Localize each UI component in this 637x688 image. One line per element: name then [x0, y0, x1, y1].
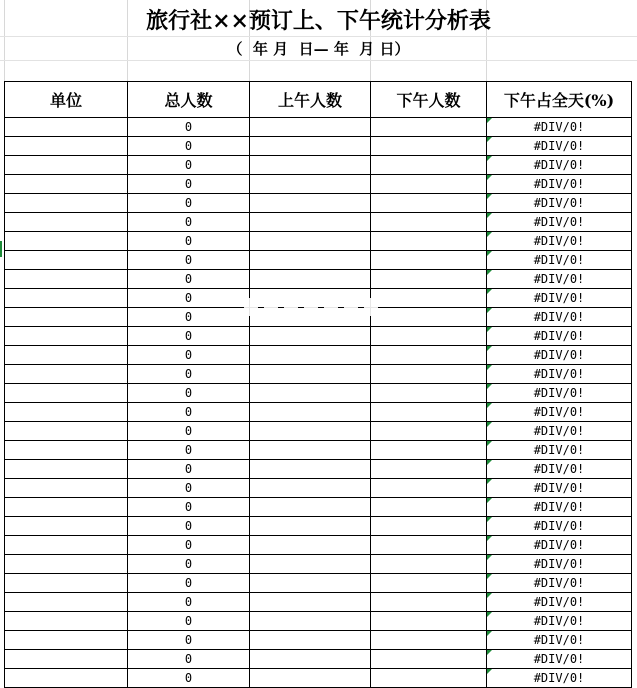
cell-unit[interactable] — [5, 593, 128, 612]
cell-afternoon-percent[interactable]: #DIV/0! — [487, 289, 632, 308]
cell-unit[interactable] — [5, 441, 128, 460]
header-row — [5, 82, 632, 118]
table-row — [5, 270, 632, 289]
cell-total[interactable]: 0 — [128, 555, 250, 574]
cell-afternoon-percent[interactable]: #DIV/0! — [487, 498, 632, 517]
cell-unit[interactable] — [5, 384, 128, 403]
cell-afternoon-percent[interactable]: #DIV/0! — [487, 669, 632, 688]
table-row — [5, 156, 632, 175]
cell-unit[interactable] — [5, 612, 128, 631]
cell-afternoon-count[interactable] — [371, 631, 487, 650]
cell-morning-count[interactable] — [250, 384, 371, 403]
cell-afternoon-percent[interactable]: #DIV/0! — [487, 251, 632, 270]
table-row — [5, 669, 632, 688]
cell-afternoon-percent[interactable]: #DIV/0! — [487, 593, 632, 612]
table-row — [5, 536, 632, 555]
cell-afternoon-count[interactable] — [371, 650, 487, 669]
cell-unit[interactable] — [5, 650, 128, 669]
cell-morning-count[interactable] — [250, 232, 371, 251]
cell-morning-count[interactable] — [250, 156, 371, 175]
cell-afternoon-count[interactable] — [371, 156, 487, 175]
cell-unit[interactable] — [5, 574, 128, 593]
table-row — [5, 194, 632, 213]
cell-morning-count[interactable] — [250, 593, 371, 612]
cell-afternoon-percent[interactable]: #DIV/0! — [487, 612, 632, 631]
table-row — [5, 631, 632, 650]
cell-unit[interactable] — [5, 308, 128, 327]
cell-afternoon-count[interactable] — [371, 213, 487, 232]
cell-afternoon-percent[interactable]: #DIV/0! — [487, 517, 632, 536]
cell-afternoon-percent[interactable]: #DIV/0! — [487, 270, 632, 289]
cell-total[interactable]: 0 — [128, 346, 250, 365]
cell-unit[interactable] — [5, 118, 128, 137]
cell-morning-count[interactable] — [250, 441, 371, 460]
cell-afternoon-percent[interactable]: #DIV/0! — [487, 555, 632, 574]
cell-morning-count[interactable] — [250, 365, 371, 384]
table-row — [5, 555, 632, 574]
cell-afternoon-count[interactable] — [371, 232, 487, 251]
cell-morning-count[interactable] — [250, 194, 371, 213]
cell-afternoon-percent[interactable]: #DIV/0! — [487, 403, 632, 422]
cell-afternoon-percent[interactable]: #DIV/0! — [487, 574, 632, 593]
cell-afternoon-percent[interactable]: #DIV/0! — [487, 175, 632, 194]
table-row — [5, 251, 632, 270]
cell-unit[interactable] — [5, 479, 128, 498]
cell-total[interactable]: 0 — [128, 251, 250, 270]
cell-afternoon-count[interactable] — [371, 669, 487, 688]
cell-total[interactable]: 0 — [128, 137, 250, 156]
cell-unit[interactable] — [5, 517, 128, 536]
cell-afternoon-count[interactable] — [371, 555, 487, 574]
cell-total[interactable]: 0 — [128, 631, 250, 650]
cell-afternoon-count[interactable] — [371, 574, 487, 593]
cell-unit[interactable] — [5, 137, 128, 156]
cell-morning-count[interactable] — [250, 251, 371, 270]
cell-afternoon-count[interactable] — [371, 612, 487, 631]
date-range-subtitle[interactable]: （ 年 月 日— 年 月 日） — [227, 40, 410, 58]
cell-unit[interactable] — [5, 251, 128, 270]
cell-total[interactable]: 0 — [128, 118, 250, 137]
cell-unit[interactable] — [5, 270, 128, 289]
cell-afternoon-percent[interactable]: #DIV/0! — [487, 631, 632, 650]
column-header-morning[interactable]: 上午人数 — [250, 82, 371, 118]
table-row — [5, 403, 632, 422]
table-row — [5, 460, 632, 479]
cell-total[interactable]: 0 — [128, 213, 250, 232]
cell-afternoon-count[interactable] — [371, 479, 487, 498]
cell-morning-count[interactable] — [250, 631, 371, 650]
table-row — [5, 118, 632, 137]
table-row — [5, 441, 632, 460]
cell-total[interactable]: 0 — [128, 441, 250, 460]
cell-total[interactable]: 0 — [128, 156, 250, 175]
table-body — [5, 118, 632, 688]
cell-afternoon-percent[interactable]: #DIV/0! — [487, 365, 632, 384]
cell-unit[interactable] — [5, 365, 128, 384]
table-row — [5, 365, 632, 384]
cell-afternoon-percent[interactable]: #DIV/0! — [487, 536, 632, 555]
cell-total[interactable]: 0 — [128, 308, 250, 327]
cell-unit[interactable] — [5, 289, 128, 308]
cell-total[interactable]: 0 — [128, 422, 250, 441]
cell-morning-count[interactable] — [250, 498, 371, 517]
table-row — [5, 346, 632, 365]
cell-afternoon-count[interactable] — [371, 137, 487, 156]
cell-morning-count[interactable] — [250, 612, 371, 631]
cell-unit[interactable] — [5, 422, 128, 441]
cell-morning-count[interactable] — [250, 403, 371, 422]
table-row — [5, 593, 632, 612]
cell-afternoon-count[interactable] — [371, 460, 487, 479]
cell-afternoon-count[interactable] — [371, 308, 487, 327]
cell-total[interactable]: 0 — [128, 574, 250, 593]
table-row — [5, 479, 632, 498]
column-header-unit[interactable]: 单位 — [5, 82, 128, 118]
cell-afternoon-percent[interactable]: #DIV/0! — [487, 327, 632, 346]
cell-unit[interactable] — [5, 460, 128, 479]
cell-unit[interactable] — [5, 194, 128, 213]
cell-afternoon-count[interactable] — [371, 251, 487, 270]
cell-afternoon-count[interactable] — [371, 346, 487, 365]
screen-glare — [244, 298, 384, 316]
cell-total[interactable]: 0 — [128, 479, 250, 498]
cell-afternoon-count[interactable] — [371, 422, 487, 441]
cell-unit[interactable] — [5, 156, 128, 175]
cell-morning-count[interactable] — [250, 118, 371, 137]
cell-afternoon-count[interactable] — [371, 175, 487, 194]
gridline — [0, 60, 637, 61]
cell-total[interactable]: 0 — [128, 232, 250, 251]
cell-unit[interactable] — [5, 536, 128, 555]
cell-unit[interactable] — [5, 175, 128, 194]
cell-morning-count[interactable] — [250, 669, 371, 688]
sheet-title[interactable]: 旅行社××预订上、下午统计分析表 — [146, 8, 491, 34]
stats-table — [4, 81, 632, 688]
cell-afternoon-count[interactable] — [371, 327, 487, 346]
cell-total[interactable]: 0 — [128, 175, 250, 194]
cell-total[interactable]: 0 — [128, 365, 250, 384]
cell-afternoon-percent[interactable]: #DIV/0! — [487, 650, 632, 669]
table-row — [5, 422, 632, 441]
cell-afternoon-count[interactable] — [371, 270, 487, 289]
cell-total[interactable]: 0 — [128, 289, 250, 308]
table-row — [5, 384, 632, 403]
cell-morning-count[interactable] — [250, 460, 371, 479]
cell-total[interactable]: 0 — [128, 498, 250, 517]
table-row — [5, 137, 632, 156]
cell-afternoon-percent[interactable]: #DIV/0! — [487, 118, 632, 137]
cell-total[interactable]: 0 — [128, 650, 250, 669]
cell-afternoon-percent[interactable]: #DIV/0! — [487, 194, 632, 213]
table-row — [5, 517, 632, 536]
cell-total[interactable]: 0 — [128, 593, 250, 612]
cell-afternoon-percent[interactable]: #DIV/0! — [487, 308, 632, 327]
cell-unit[interactable] — [5, 631, 128, 650]
cell-afternoon-percent[interactable]: #DIV/0! — [487, 213, 632, 232]
cell-afternoon-count[interactable] — [371, 593, 487, 612]
cell-afternoon-percent[interactable]: #DIV/0! — [487, 479, 632, 498]
cell-morning-count[interactable] — [250, 422, 371, 441]
table-row — [5, 175, 632, 194]
cell-afternoon-count[interactable] — [371, 365, 487, 384]
cell-unit[interactable] — [5, 213, 128, 232]
cell-afternoon-percent[interactable]: #DIV/0! — [487, 232, 632, 251]
cell-afternoon-count[interactable] — [371, 517, 487, 536]
cell-total[interactable]: 0 — [128, 460, 250, 479]
table-row — [5, 327, 632, 346]
cell-unit[interactable] — [5, 232, 128, 251]
cell-morning-count[interactable] — [250, 346, 371, 365]
cell-morning-count[interactable] — [250, 270, 371, 289]
table-row — [5, 498, 632, 517]
table-row — [5, 612, 632, 631]
cell-afternoon-percent[interactable]: #DIV/0! — [487, 441, 632, 460]
cell-unit[interactable] — [5, 346, 128, 365]
cell-afternoon-percent[interactable]: #DIV/0! — [487, 384, 632, 403]
cell-morning-count[interactable] — [250, 650, 371, 669]
cell-total[interactable]: 0 — [128, 384, 250, 403]
cell-unit[interactable] — [5, 498, 128, 517]
cell-afternoon-percent[interactable]: #DIV/0! — [487, 137, 632, 156]
cell-morning-count[interactable] — [250, 574, 371, 593]
cell-morning-count[interactable] — [250, 137, 371, 156]
cell-morning-count[interactable] — [250, 517, 371, 536]
cell-afternoon-percent[interactable]: #DIV/0! — [487, 460, 632, 479]
cell-morning-count[interactable] — [250, 536, 371, 555]
cell-morning-count[interactable] — [250, 479, 371, 498]
cell-total[interactable]: 0 — [128, 194, 250, 213]
cell-afternoon-count[interactable] — [371, 194, 487, 213]
table-row — [5, 232, 632, 251]
table-row — [5, 574, 632, 593]
row-selection-marker — [0, 241, 2, 257]
cell-afternoon-count[interactable] — [371, 498, 487, 517]
cell-morning-count[interactable] — [250, 175, 371, 194]
cell-morning-count[interactable] — [250, 555, 371, 574]
cell-afternoon-count[interactable] — [371, 384, 487, 403]
cell-morning-count[interactable] — [250, 213, 371, 232]
cell-total[interactable]: 0 — [128, 612, 250, 631]
gridline — [0, 36, 637, 37]
cell-unit[interactable] — [5, 669, 128, 688]
cell-afternoon-count[interactable] — [371, 536, 487, 555]
cell-afternoon-count[interactable] — [371, 403, 487, 422]
cell-unit[interactable] — [5, 555, 128, 574]
cell-total[interactable]: 0 — [128, 669, 250, 688]
cell-total[interactable]: 0 — [128, 517, 250, 536]
cell-afternoon-percent[interactable]: #DIV/0! — [487, 422, 632, 441]
cell-afternoon-percent[interactable]: #DIV/0! — [487, 156, 632, 175]
table-row — [5, 213, 632, 232]
table-row — [5, 650, 632, 669]
cell-total[interactable]: 0 — [128, 270, 250, 289]
column-header-afternoon[interactable]: 下午人数 — [371, 82, 487, 118]
column-header-afternoon-percent[interactable]: 下午占全天(%) — [487, 82, 632, 118]
cell-afternoon-percent[interactable]: #DIV/0! — [487, 346, 632, 365]
cell-afternoon-count[interactable] — [371, 289, 487, 308]
cell-morning-count[interactable] — [250, 327, 371, 346]
cell-total[interactable]: 0 — [128, 403, 250, 422]
cell-total[interactable]: 0 — [128, 327, 250, 346]
cell-afternoon-count[interactable] — [371, 118, 487, 137]
cell-afternoon-count[interactable] — [371, 441, 487, 460]
cell-unit[interactable] — [5, 403, 128, 422]
cell-total[interactable]: 0 — [128, 536, 250, 555]
column-header-total[interactable]: 总人数 — [128, 82, 250, 118]
cell-unit[interactable] — [5, 327, 128, 346]
